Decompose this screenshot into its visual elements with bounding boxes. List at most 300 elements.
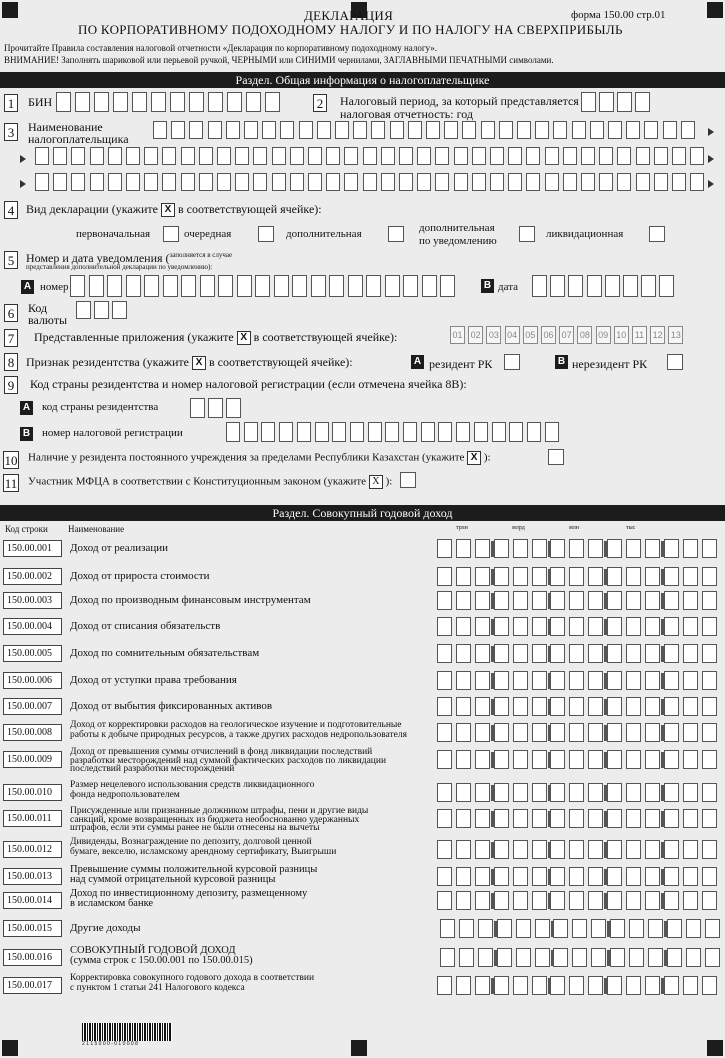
bin-char-box[interactable] xyxy=(75,92,90,112)
amount-digit-box[interactable] xyxy=(513,617,528,636)
option-liquidation-checkbox[interactable] xyxy=(649,226,665,242)
amount-digit-box[interactable] xyxy=(645,723,660,742)
name-char-box[interactable] xyxy=(590,121,604,139)
amount-digit-box[interactable] xyxy=(550,867,565,886)
amount-digit-box[interactable] xyxy=(569,617,584,636)
amount-digit-box[interactable] xyxy=(683,539,698,558)
amount-digit-box[interactable] xyxy=(645,697,660,716)
amount-digit-box[interactable] xyxy=(494,697,509,716)
amount-digit-box[interactable] xyxy=(607,867,622,886)
name-char-box[interactable] xyxy=(108,147,122,165)
notice-char-box[interactable] xyxy=(422,275,437,297)
name-char-box[interactable] xyxy=(626,121,640,139)
amount-digit-box[interactable] xyxy=(702,671,717,690)
amount-digit-box[interactable] xyxy=(664,567,679,586)
name-char-box[interactable] xyxy=(280,121,294,139)
amount-digit-box[interactable] xyxy=(456,539,471,558)
amount-digit-box[interactable] xyxy=(497,948,512,967)
amount-digit-box[interactable] xyxy=(532,809,547,828)
attachment-checkbox[interactable]: 09 xyxy=(596,326,611,344)
name-char-box[interactable] xyxy=(344,173,358,191)
amount-digit-box[interactable] xyxy=(513,976,528,995)
amount-digit-box[interactable] xyxy=(588,723,603,742)
registration-char-box[interactable] xyxy=(492,422,506,442)
amount-digit-box[interactable] xyxy=(588,750,603,769)
amount-digit-box[interactable] xyxy=(648,919,663,938)
amount-digit-box[interactable] xyxy=(626,723,641,742)
amount-digit-box[interactable] xyxy=(664,617,679,636)
amount-digit-box[interactable] xyxy=(456,723,471,742)
amount-digit-box[interactable] xyxy=(607,617,622,636)
amount-digit-box[interactable] xyxy=(588,976,603,995)
name-char-box[interactable] xyxy=(199,147,213,165)
name-char-box[interactable] xyxy=(35,147,49,165)
notice-char-box[interactable] xyxy=(163,275,178,297)
amount-digit-box[interactable] xyxy=(683,723,698,742)
amount-digit-box[interactable] xyxy=(475,567,490,586)
name-char-box[interactable] xyxy=(317,121,331,139)
name-char-box[interactable] xyxy=(217,173,231,191)
name-char-box[interactable] xyxy=(663,121,677,139)
notice-char-box[interactable] xyxy=(366,275,381,297)
attachment-checkbox[interactable]: 07 xyxy=(559,326,574,344)
amount-digit-box[interactable] xyxy=(648,948,663,967)
amount-digit-box[interactable] xyxy=(475,591,490,610)
name-char-box[interactable] xyxy=(144,173,158,191)
amount-digit-box[interactable] xyxy=(494,840,509,859)
bin-char-box[interactable] xyxy=(189,92,204,112)
amount-digit-box[interactable] xyxy=(645,840,660,859)
amount-digit-box[interactable] xyxy=(569,840,584,859)
amount-digit-box[interactable] xyxy=(645,976,660,995)
amount-digit-box[interactable] xyxy=(475,644,490,663)
amount-digit-box[interactable] xyxy=(588,591,603,610)
amount-digit-box[interactable] xyxy=(626,567,641,586)
amount-digit-box[interactable] xyxy=(588,617,603,636)
bin-char-box[interactable] xyxy=(113,92,128,112)
amount-digit-box[interactable] xyxy=(459,948,474,967)
name-char-box[interactable] xyxy=(253,173,267,191)
name-char-box[interactable] xyxy=(71,147,85,165)
amount-digit-box[interactable] xyxy=(550,567,565,586)
amount-digit-box[interactable] xyxy=(550,644,565,663)
amount-digit-box[interactable] xyxy=(572,948,587,967)
amount-digit-box[interactable] xyxy=(550,750,565,769)
name-char-box[interactable] xyxy=(35,173,49,191)
amount-digit-box[interactable] xyxy=(629,919,644,938)
amount-digit-box[interactable] xyxy=(683,840,698,859)
name-char-box[interactable] xyxy=(599,173,613,191)
amount-digit-box[interactable] xyxy=(569,644,584,663)
amount-digit-box[interactable] xyxy=(591,948,606,967)
amount-digit-box[interactable] xyxy=(494,783,509,802)
amount-digit-box[interactable] xyxy=(588,867,603,886)
amount-digit-box[interactable] xyxy=(702,539,717,558)
attachment-checkbox[interactable]: 01 xyxy=(450,326,465,344)
amount-digit-box[interactable] xyxy=(513,783,528,802)
amount-digit-box[interactable] xyxy=(532,891,547,910)
amount-digit-box[interactable] xyxy=(705,948,720,967)
amount-digit-box[interactable] xyxy=(550,539,565,558)
notice-char-box[interactable] xyxy=(329,275,344,297)
amount-digit-box[interactable] xyxy=(664,750,679,769)
bin-char-box[interactable] xyxy=(151,92,166,112)
amount-digit-box[interactable] xyxy=(494,809,509,828)
bin-char-box[interactable] xyxy=(208,92,223,112)
amount-digit-box[interactable] xyxy=(550,617,565,636)
name-char-box[interactable] xyxy=(462,121,476,139)
resident-checkbox[interactable] xyxy=(504,354,520,370)
attachment-checkbox[interactable]: 12 xyxy=(650,326,665,344)
amount-digit-box[interactable] xyxy=(478,948,493,967)
amount-digit-box[interactable] xyxy=(513,891,528,910)
name-char-box[interactable] xyxy=(490,173,504,191)
name-char-box[interactable] xyxy=(153,121,167,139)
amount-digit-box[interactable] xyxy=(475,783,490,802)
amount-digit-box[interactable] xyxy=(683,671,698,690)
amount-digit-box[interactable] xyxy=(683,644,698,663)
amount-digit-box[interactable] xyxy=(513,567,528,586)
registration-char-box[interactable] xyxy=(279,422,293,442)
amount-digit-box[interactable] xyxy=(702,697,717,716)
amount-digit-box[interactable] xyxy=(626,617,641,636)
currency-char-box[interactable] xyxy=(76,301,91,319)
registration-char-box[interactable] xyxy=(244,422,258,442)
notice-char-box[interactable] xyxy=(218,275,233,297)
amount-digit-box[interactable] xyxy=(494,723,509,742)
amount-digit-box[interactable] xyxy=(437,723,452,742)
country-char-box[interactable] xyxy=(190,398,205,418)
date-char-box[interactable] xyxy=(641,275,656,297)
amount-digit-box[interactable] xyxy=(532,671,547,690)
name-char-box[interactable] xyxy=(617,147,631,165)
registration-char-box[interactable] xyxy=(297,422,311,442)
registration-char-box[interactable] xyxy=(385,422,399,442)
amount-digit-box[interactable] xyxy=(513,809,528,828)
amount-digit-box[interactable] xyxy=(532,697,547,716)
amount-digit-box[interactable] xyxy=(569,750,584,769)
name-char-box[interactable] xyxy=(599,147,613,165)
amount-digit-box[interactable] xyxy=(588,567,603,586)
name-char-box[interactable] xyxy=(90,173,104,191)
name-char-box[interactable] xyxy=(199,173,213,191)
name-char-box[interactable] xyxy=(545,173,559,191)
name-char-box[interactable] xyxy=(417,173,431,191)
notice-char-box[interactable] xyxy=(70,275,85,297)
amount-digit-box[interactable] xyxy=(702,783,717,802)
name-char-box[interactable] xyxy=(353,121,367,139)
amount-digit-box[interactable] xyxy=(645,617,660,636)
amount-digit-box[interactable] xyxy=(664,539,679,558)
name-char-box[interactable] xyxy=(363,173,377,191)
name-char-box[interactable] xyxy=(162,173,176,191)
amount-digit-box[interactable] xyxy=(550,840,565,859)
amount-digit-box[interactable] xyxy=(475,750,490,769)
amount-digit-box[interactable] xyxy=(705,919,720,938)
name-char-box[interactable] xyxy=(217,147,231,165)
amount-digit-box[interactable] xyxy=(626,891,641,910)
amount-digit-box[interactable] xyxy=(702,617,717,636)
name-char-box[interactable] xyxy=(681,121,695,139)
amount-digit-box[interactable] xyxy=(456,591,471,610)
amount-digit-box[interactable] xyxy=(664,891,679,910)
name-char-box[interactable] xyxy=(426,121,440,139)
name-char-box[interactable] xyxy=(399,173,413,191)
name-char-box[interactable] xyxy=(226,121,240,139)
date-char-box[interactable] xyxy=(587,275,602,297)
option-additional-notice-checkbox[interactable] xyxy=(519,226,535,242)
amount-digit-box[interactable] xyxy=(607,644,622,663)
name-char-box[interactable] xyxy=(654,173,668,191)
amount-digit-box[interactable] xyxy=(497,919,512,938)
amount-digit-box[interactable] xyxy=(456,783,471,802)
name-char-box[interactable] xyxy=(381,147,395,165)
name-char-box[interactable] xyxy=(526,173,540,191)
amount-digit-box[interactable] xyxy=(702,591,717,610)
name-char-box[interactable] xyxy=(308,147,322,165)
amount-digit-box[interactable] xyxy=(513,867,528,886)
amount-digit-box[interactable] xyxy=(607,671,622,690)
registration-char-box[interactable] xyxy=(332,422,346,442)
amount-digit-box[interactable] xyxy=(437,976,452,995)
name-char-box[interactable] xyxy=(53,173,67,191)
amount-digit-box[interactable] xyxy=(475,840,490,859)
amount-digit-box[interactable] xyxy=(550,723,565,742)
name-char-box[interactable] xyxy=(181,147,195,165)
name-char-box[interactable] xyxy=(272,147,286,165)
notice-char-box[interactable] xyxy=(255,275,270,297)
amount-digit-box[interactable] xyxy=(532,617,547,636)
year-char-box[interactable] xyxy=(599,92,614,112)
permanent-establishment-checkbox[interactable] xyxy=(548,449,564,465)
year-char-box[interactable] xyxy=(635,92,650,112)
notice-char-box[interactable] xyxy=(107,275,122,297)
amount-digit-box[interactable] xyxy=(588,671,603,690)
name-char-box[interactable] xyxy=(272,173,286,191)
amount-digit-box[interactable] xyxy=(569,697,584,716)
amount-digit-box[interactable] xyxy=(475,617,490,636)
amount-digit-box[interactable] xyxy=(440,919,455,938)
amount-digit-box[interactable] xyxy=(683,891,698,910)
amount-digit-box[interactable] xyxy=(456,697,471,716)
amount-digit-box[interactable] xyxy=(607,567,622,586)
amount-digit-box[interactable] xyxy=(513,671,528,690)
attachment-checkbox[interactable]: 03 xyxy=(486,326,501,344)
amount-digit-box[interactable] xyxy=(532,723,547,742)
amount-digit-box[interactable] xyxy=(626,750,641,769)
amount-digit-box[interactable] xyxy=(550,591,565,610)
name-char-box[interactable] xyxy=(171,121,185,139)
name-char-box[interactable] xyxy=(644,121,658,139)
amount-digit-box[interactable] xyxy=(475,539,490,558)
currency-char-box[interactable] xyxy=(112,301,127,319)
amount-digit-box[interactable] xyxy=(572,919,587,938)
amount-digit-box[interactable] xyxy=(456,644,471,663)
amount-digit-box[interactable] xyxy=(702,567,717,586)
name-char-box[interactable] xyxy=(363,147,377,165)
amount-digit-box[interactable] xyxy=(437,591,452,610)
amount-digit-box[interactable] xyxy=(702,891,717,910)
amount-digit-box[interactable] xyxy=(440,948,455,967)
amount-digit-box[interactable] xyxy=(626,591,641,610)
name-char-box[interactable] xyxy=(244,121,258,139)
amount-digit-box[interactable] xyxy=(437,617,452,636)
bin-char-box[interactable] xyxy=(132,92,147,112)
amount-digit-box[interactable] xyxy=(607,783,622,802)
amount-digit-box[interactable] xyxy=(610,948,625,967)
amount-digit-box[interactable] xyxy=(437,671,452,690)
amount-digit-box[interactable] xyxy=(683,617,698,636)
amount-digit-box[interactable] xyxy=(550,671,565,690)
name-char-box[interactable] xyxy=(381,173,395,191)
notice-char-box[interactable] xyxy=(440,275,455,297)
registration-char-box[interactable] xyxy=(456,422,470,442)
notice-char-box[interactable] xyxy=(274,275,289,297)
amount-digit-box[interactable] xyxy=(626,840,641,859)
amount-digit-box[interactable] xyxy=(645,591,660,610)
name-char-box[interactable] xyxy=(508,147,522,165)
amount-digit-box[interactable] xyxy=(494,867,509,886)
amount-digit-box[interactable] xyxy=(664,783,679,802)
amount-digit-box[interactable] xyxy=(437,697,452,716)
name-char-box[interactable] xyxy=(162,147,176,165)
amount-digit-box[interactable] xyxy=(702,976,717,995)
amount-digit-box[interactable] xyxy=(459,919,474,938)
bin-char-box[interactable] xyxy=(246,92,261,112)
amount-digit-box[interactable] xyxy=(702,644,717,663)
country-char-box[interactable] xyxy=(226,398,241,418)
name-char-box[interactable] xyxy=(690,147,704,165)
amount-digit-box[interactable] xyxy=(588,891,603,910)
amount-digit-box[interactable] xyxy=(645,750,660,769)
registration-char-box[interactable] xyxy=(350,422,364,442)
amount-digit-box[interactable] xyxy=(588,697,603,716)
amount-digit-box[interactable] xyxy=(456,617,471,636)
amount-digit-box[interactable] xyxy=(456,671,471,690)
name-char-box[interactable] xyxy=(553,121,567,139)
name-char-box[interactable] xyxy=(235,173,249,191)
amount-digit-box[interactable] xyxy=(456,567,471,586)
amount-digit-box[interactable] xyxy=(686,919,701,938)
amount-digit-box[interactable] xyxy=(626,867,641,886)
name-char-box[interactable] xyxy=(563,173,577,191)
amount-digit-box[interactable] xyxy=(550,809,565,828)
amount-digit-box[interactable] xyxy=(645,891,660,910)
registration-char-box[interactable] xyxy=(403,422,417,442)
amount-digit-box[interactable] xyxy=(569,976,584,995)
name-char-box[interactable] xyxy=(53,147,67,165)
name-char-box[interactable] xyxy=(517,121,531,139)
amount-digit-box[interactable] xyxy=(513,644,528,663)
name-char-box[interactable] xyxy=(535,121,549,139)
amount-digit-box[interactable] xyxy=(607,891,622,910)
currency-char-box[interactable] xyxy=(94,301,109,319)
option-additional-checkbox[interactable] xyxy=(388,226,404,242)
amount-digit-box[interactable] xyxy=(516,948,531,967)
name-char-box[interactable] xyxy=(71,173,85,191)
date-char-box[interactable] xyxy=(605,275,620,297)
amount-digit-box[interactable] xyxy=(683,867,698,886)
name-char-box[interactable] xyxy=(435,147,449,165)
name-char-box[interactable] xyxy=(308,173,322,191)
bin-char-box[interactable] xyxy=(56,92,71,112)
amount-digit-box[interactable] xyxy=(569,539,584,558)
amount-digit-box[interactable] xyxy=(494,591,509,610)
notice-char-box[interactable] xyxy=(292,275,307,297)
amount-digit-box[interactable] xyxy=(532,644,547,663)
option-regular-checkbox[interactable] xyxy=(258,226,274,242)
amount-digit-box[interactable] xyxy=(437,750,452,769)
date-char-box[interactable] xyxy=(659,275,674,297)
year-char-box[interactable] xyxy=(617,92,632,112)
amount-digit-box[interactable] xyxy=(664,976,679,995)
amount-digit-box[interactable] xyxy=(553,919,568,938)
amount-digit-box[interactable] xyxy=(437,644,452,663)
attachment-checkbox[interactable]: 05 xyxy=(523,326,538,344)
amount-digit-box[interactable] xyxy=(456,809,471,828)
amount-digit-box[interactable] xyxy=(532,867,547,886)
amount-digit-box[interactable] xyxy=(494,891,509,910)
amount-digit-box[interactable] xyxy=(645,539,660,558)
amount-digit-box[interactable] xyxy=(513,750,528,769)
amount-digit-box[interactable] xyxy=(437,539,452,558)
option-initial-checkbox[interactable] xyxy=(163,226,179,242)
name-char-box[interactable] xyxy=(581,147,595,165)
amount-digit-box[interactable] xyxy=(569,891,584,910)
name-char-box[interactable] xyxy=(654,147,668,165)
name-char-box[interactable] xyxy=(126,147,140,165)
name-char-box[interactable] xyxy=(408,121,422,139)
registration-char-box[interactable] xyxy=(226,422,240,442)
amount-digit-box[interactable] xyxy=(456,891,471,910)
attachment-checkbox[interactable]: 10 xyxy=(614,326,629,344)
name-char-box[interactable] xyxy=(508,173,522,191)
name-char-box[interactable] xyxy=(636,173,650,191)
amount-digit-box[interactable] xyxy=(645,644,660,663)
name-char-box[interactable] xyxy=(235,147,249,165)
registration-char-box[interactable] xyxy=(421,422,435,442)
amount-digit-box[interactable] xyxy=(588,809,603,828)
amount-digit-box[interactable] xyxy=(569,591,584,610)
amount-digit-box[interactable] xyxy=(494,671,509,690)
name-char-box[interactable] xyxy=(208,121,222,139)
amount-digit-box[interactable] xyxy=(475,809,490,828)
amount-digit-box[interactable] xyxy=(645,567,660,586)
name-char-box[interactable] xyxy=(189,121,203,139)
name-char-box[interactable] xyxy=(126,173,140,191)
amount-digit-box[interactable] xyxy=(686,948,701,967)
amount-digit-box[interactable] xyxy=(437,840,452,859)
amount-digit-box[interactable] xyxy=(475,723,490,742)
name-char-box[interactable] xyxy=(399,147,413,165)
name-char-box[interactable] xyxy=(444,121,458,139)
date-char-box[interactable] xyxy=(532,275,547,297)
amount-digit-box[interactable] xyxy=(626,697,641,716)
amount-digit-box[interactable] xyxy=(607,840,622,859)
amount-digit-box[interactable] xyxy=(437,891,452,910)
name-char-box[interactable] xyxy=(481,121,495,139)
amount-digit-box[interactable] xyxy=(588,783,603,802)
notice-char-box[interactable] xyxy=(348,275,363,297)
amount-digit-box[interactable] xyxy=(702,867,717,886)
amount-digit-box[interactable] xyxy=(553,948,568,967)
name-char-box[interactable] xyxy=(144,147,158,165)
amount-digit-box[interactable] xyxy=(494,539,509,558)
amount-digit-box[interactable] xyxy=(532,591,547,610)
attachment-checkbox[interactable]: 11 xyxy=(632,326,647,344)
amount-digit-box[interactable] xyxy=(683,567,698,586)
amount-digit-box[interactable] xyxy=(588,644,603,663)
